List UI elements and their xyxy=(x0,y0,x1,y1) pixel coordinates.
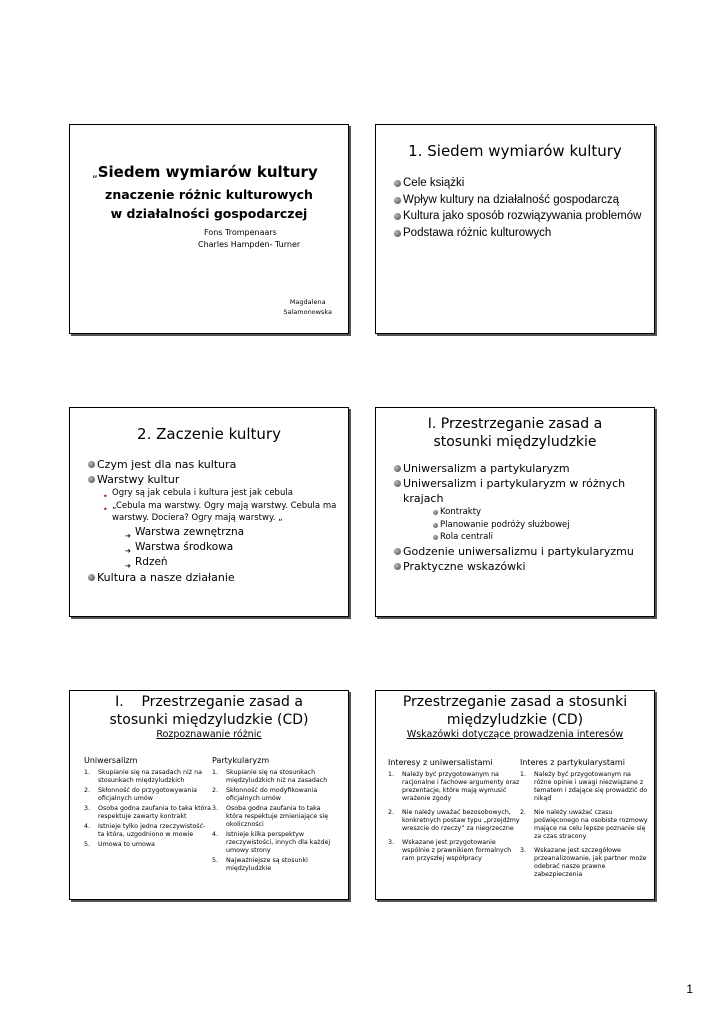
item-number: 1. xyxy=(520,771,527,778)
sub-list xyxy=(103,487,343,525)
title-line-2: międzyludzkie (CD) xyxy=(446,712,584,728)
title-line-2: stosunki międzyludzkie xyxy=(433,434,597,450)
item-text: Osoba godna zaufania to taka która respektuje zmieniające się okoliczności xyxy=(226,805,329,828)
sub-item: Planowanie podróży służbowej xyxy=(433,519,649,532)
list-item xyxy=(212,787,332,803)
slide-5 xyxy=(69,690,349,900)
item-text: Istnieje tylko jedna rzeczywistość- ta która, uzgodniono w mowie xyxy=(98,823,206,838)
item-number: 1. xyxy=(212,769,219,776)
item-text: Osoba godna zaufania to taka która respektuje zawarty kontrakt xyxy=(98,805,211,820)
item-text: Nie należy uważać czasu poświęconego na osobiste rozmowy mające na celu lepsze poznanie się za czas stracony xyxy=(534,809,648,840)
list-item xyxy=(520,771,648,803)
slide-4-list xyxy=(394,461,649,574)
column-header: Interes z partykularystami xyxy=(520,758,625,767)
numbered-list xyxy=(388,771,520,863)
slide-3 xyxy=(69,407,349,617)
item-text: Skupianie się na zasadach niż na stosunkach międzyludzkich xyxy=(98,769,202,784)
sub-item: Kontrakty xyxy=(433,506,649,519)
numbered-list xyxy=(84,769,212,849)
item-number: 5. xyxy=(84,841,91,848)
list-item xyxy=(212,857,332,873)
presenter xyxy=(283,297,332,317)
column-universalists xyxy=(388,759,520,869)
list-item xyxy=(388,809,520,833)
item-number: 4. xyxy=(212,831,219,838)
slide-6-subtitle: Wskazówki dotyczące prowadzenia interesów xyxy=(406,729,624,740)
slide-2 xyxy=(375,124,655,334)
title-line-1: Przestrzeganie zasad a stosunki xyxy=(402,694,628,710)
title-quote: „ xyxy=(92,167,98,180)
layer-item: ➔ Warstwa zewnętrzna xyxy=(127,525,343,540)
item-number: 5. xyxy=(212,857,219,864)
column-particularists xyxy=(520,759,648,885)
title-line-1: I. Przestrzeganie zasad a xyxy=(115,694,303,710)
list-item xyxy=(212,831,332,855)
item-text: Najważniejsze są stosunki międzyludzkie xyxy=(226,857,308,872)
list-item xyxy=(388,771,520,803)
list-item: Cele książki xyxy=(394,175,644,192)
item-text: Należy być przygotowanym na różne opinie i uwagi niezwiązane z tematem i zdające się prowadzić do nikąd xyxy=(534,771,648,802)
item-text: Skłonność do modyfikowania oficjalnych umów xyxy=(226,787,318,802)
item-text: Nie należy uważać bezosobowych, konkretnych postaw typu „przejdźmy wreszcie do rzeczy” za niegrzeczne xyxy=(402,809,520,832)
presenter-line-2: Salamonowska xyxy=(283,308,332,316)
item-number: 3. xyxy=(84,805,91,812)
subtitle-line-1: znaczenie różnic kulturowych xyxy=(105,187,313,202)
item-text: Skupianie się na stosunkach międzyludzkich niż na zasadach xyxy=(226,769,328,784)
list-item xyxy=(394,476,649,544)
list-item: Uniwersalizm a partykularyzm xyxy=(394,461,649,476)
list-item xyxy=(84,823,212,839)
title-line-2: stosunki międzyludzkie (CD) xyxy=(109,712,309,728)
list-item: Kultura a nasze działanie xyxy=(88,570,343,585)
list-item: Kultura jako sposób rozwiązywania problemów xyxy=(394,208,644,225)
slide-5-title xyxy=(70,693,348,729)
item-text: Wskazane jest przygotowanie wspólnie z prawnikiem formalnych ram przyszłej współpracy xyxy=(402,839,512,862)
slide-3-list xyxy=(88,457,343,585)
item-number: 1. xyxy=(388,771,395,778)
slide-2-list xyxy=(394,175,644,241)
subtitle-line-2: w działalności gospodarczej xyxy=(110,206,308,221)
column-header: Interesy z uniwersalistami xyxy=(388,758,493,767)
sub-item: • „Cebula ma warstwy. Ogry mają warstwy. Cebula ma warstwy. Dociera? Ogry mają warstwy. „ xyxy=(103,500,343,525)
slide-1-subtitle xyxy=(70,185,348,223)
layer-item: ➔ Rdzeń xyxy=(127,555,343,570)
slide-2-title: 1. Siedem wymiarów kultury xyxy=(408,142,622,160)
title-text: Siedem wymiarów kultury xyxy=(97,163,318,181)
column-header: Uniwersalizm xyxy=(84,756,138,765)
slide-1 xyxy=(69,124,349,334)
item-number: 2. xyxy=(84,787,91,794)
list-item xyxy=(88,472,343,570)
item-text: Umowa to umowa xyxy=(98,841,155,848)
slide-1-title xyxy=(92,163,318,181)
list-item-label: Uniwersalizm i partykularyzm w różnych krajach xyxy=(403,477,626,505)
authors xyxy=(198,227,301,251)
list-item: Praktyczne wskazówki xyxy=(394,559,649,574)
list-item xyxy=(84,805,212,821)
list-item-label: Warstwy kultur xyxy=(97,473,180,486)
list-item: Wpływ kultury na działalność gospodarczą xyxy=(394,192,644,209)
slide-4-title xyxy=(376,415,654,451)
list-item xyxy=(212,769,332,785)
list-item xyxy=(520,809,648,841)
sub-list xyxy=(433,506,649,544)
column-particularism xyxy=(212,757,332,875)
item-number: 1. xyxy=(84,769,91,776)
item-number: 2. xyxy=(212,787,219,794)
item-number: 4. xyxy=(84,823,91,830)
list-item xyxy=(84,769,212,785)
author-1: Fons Trompenaars xyxy=(204,228,277,237)
list-item: Podstawa różnic kulturowych xyxy=(394,225,644,242)
list-item xyxy=(84,841,212,849)
item-text: Skłonność do przygotowywania oficjalnych umów xyxy=(98,787,197,802)
item-number: 3. xyxy=(212,805,219,812)
slide-3-title: 2. Zaczenie kultury xyxy=(137,425,281,443)
list-item xyxy=(520,847,648,879)
column-header: Partykularyzm xyxy=(212,756,270,765)
item-text: Istnieje kilka perspektyw rzeczywistości, innych dla każdej umowy strony xyxy=(226,831,331,854)
slide-5-subtitle: Rozpoznawanie różnic xyxy=(156,729,262,740)
author-2: Charles Hampden- Turner xyxy=(198,240,301,249)
item-number: 3. xyxy=(388,839,395,846)
column-universalism xyxy=(84,757,212,851)
title-line-1: I. Przestrzeganie zasad a xyxy=(427,416,603,432)
list-item xyxy=(84,787,212,803)
numbered-list xyxy=(212,769,332,873)
item-text: Wskazane jest szczegółowe przeanalizowanie, jak partner może odebrać nasze prawne zabezpieczenia xyxy=(534,847,647,878)
list-item: Czym jest dla nas kultura xyxy=(88,457,343,472)
list-item: Godzenie uniwersalizmu i partykularyzmu xyxy=(394,544,649,559)
layer-list xyxy=(127,525,343,570)
list-item xyxy=(212,805,332,829)
presenter-line-1: Magdalena xyxy=(289,298,326,306)
layer-item: ➔ Warstwa środkowa xyxy=(127,540,343,555)
slide-6-title xyxy=(376,693,654,729)
sub-item: • Ogry są jak cebula i kultura jest jak cebula xyxy=(103,487,343,500)
item-text: Należy być przygotowanym na racjonalne i fachowe argumenty oraz prezentacje, które mają wymusić wrażenie zgody xyxy=(402,771,520,802)
slide-4 xyxy=(375,407,655,617)
item-number: 2. xyxy=(388,809,395,816)
item-number: 3. xyxy=(520,847,527,854)
numbered-list xyxy=(520,771,648,879)
item-number: 2. xyxy=(520,809,527,816)
slide-6 xyxy=(375,690,655,900)
list-item xyxy=(388,839,520,863)
page-number: 1 xyxy=(686,982,693,996)
sub-item: Rola centrali xyxy=(433,531,649,544)
